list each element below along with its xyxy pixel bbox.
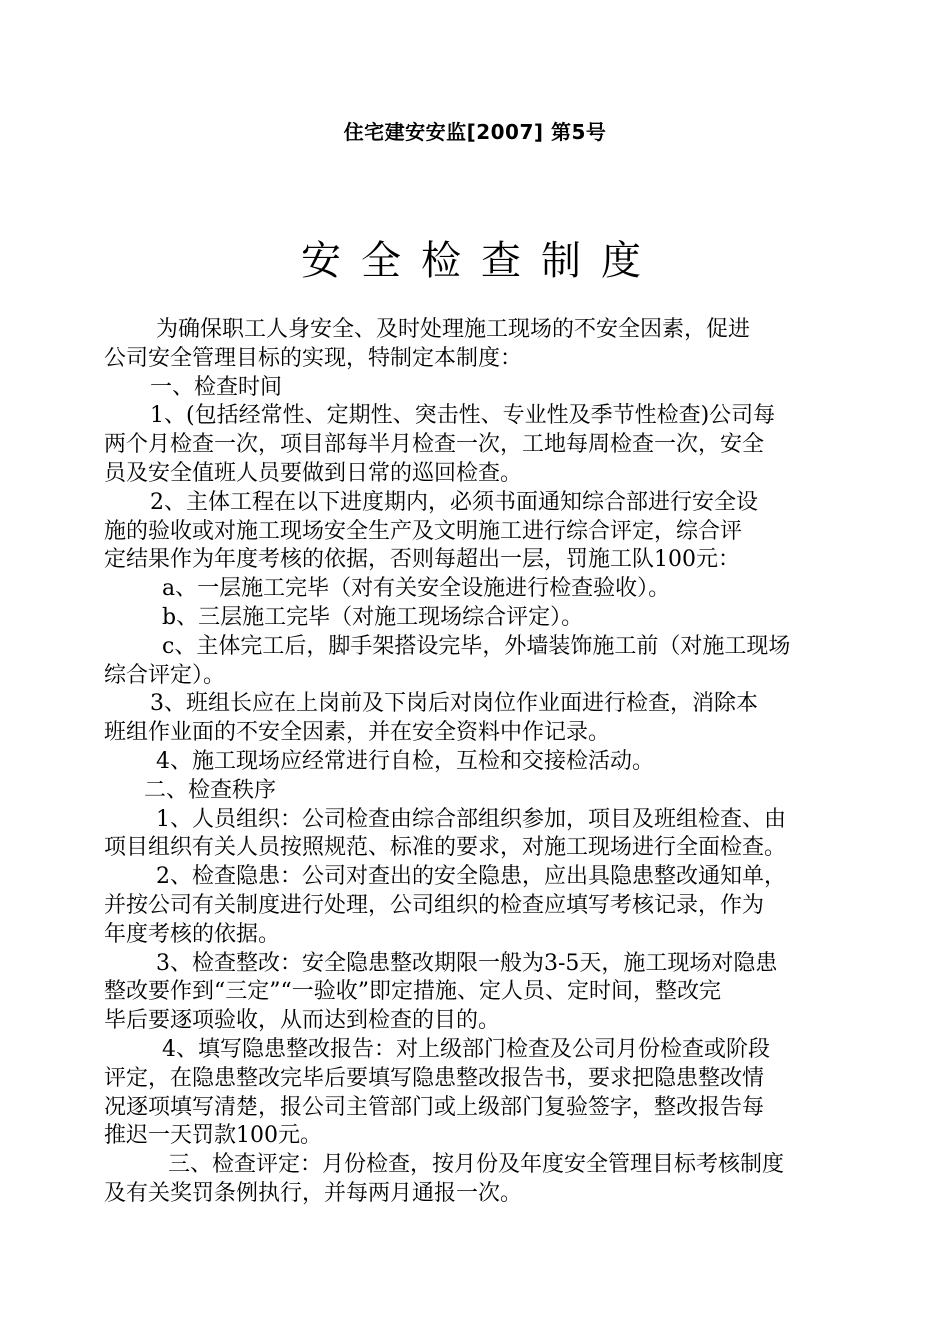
text-line: 为确保职工人身安全、及时处理施工现场的不安全因素，促进 [156, 317, 751, 342]
text-line: 1、(包括经常性、定期性、突击性、专业性及季节性检查)公司每 [150, 403, 776, 429]
text-line: 并按公司有关制度进行处理，公司组织的检查应填写考核记录，作为 [104, 892, 765, 918]
document-number: 住宅建安安监[2007] 第5号 [343, 120, 607, 144]
text-line: 况逐项填写清楚，报公司主管部门或上级部门复验签字，整改报告每 [104, 1094, 765, 1120]
text-line: 项目组织有关人员按照规范、标准的要求，对施工现场进行全面检查。 [104, 835, 787, 861]
text-line: 两个月检查一次，项目部每半月检查一次，工地每周检查一次，安全 [104, 432, 765, 458]
text-line: a、一层施工完毕（对有关安全设施进行检查验收）。 [162, 576, 671, 602]
text-line: 2、主体工程在以下进度期内，必须书面通知综合部进行安全设 [150, 489, 758, 515]
text-line: 三、检查评定：月份检查，按月份及年度安全管理目标考核制度 [168, 1152, 785, 1178]
text-line: 公司安全管理目标的实现，特制定本制度： [104, 345, 523, 371]
document-body [104, 316, 856, 1209]
text-line: 1、人员组织：公司检查由综合部组织参加，项目及班组检查、由 [156, 806, 786, 832]
text-line: c、主体完工后，脚手架搭设完毕，外墙装饰施工前（对施工现场 [162, 633, 791, 659]
text-line: 一、检查时间 [150, 374, 283, 400]
text-line: 毕后要逐项验收，从而达到检查的目的。 [104, 1008, 501, 1034]
text-line: 4、施工现场应经常进行自检，互检和交接检活动。 [156, 748, 654, 774]
text-line: 班组作业面的不安全因素，并在安全资料中作记录。 [104, 720, 611, 746]
text-line: 3、班组长应在上岗前及下岗后对岗位作业面进行检查，消除本 [150, 691, 758, 717]
text-line: 及有关奖罚条例执行，并每两月通报一次。 [104, 1180, 523, 1206]
text-line: 推迟一天罚款100元。 [104, 1123, 322, 1149]
text-line: b、三层施工完毕（对施工现场综合评定）。 [162, 604, 584, 630]
text-line: 2、检查隐患：公司对查出的安全隐患，应出具隐患整改通知单， [156, 864, 786, 890]
text-line: 整改要作到“三定”“一验收”即定措施、定人员、定时间，整改完 [104, 979, 721, 1005]
text-line: 定结果作为年度考核的依据，否则每超出一层，罚施工队100元： [104, 547, 740, 573]
text-line: 施的验收或对施工现场安全生产及文明施工进行综合评定，综合评 [104, 518, 743, 544]
text-line: 3、检查整改：安全隐患整改期限一般为3-5天，施工现场对隐患 [156, 950, 778, 976]
text-line: 评定，在隐患整改完毕后要填写隐患整改报告书，要求把隐患整改情 [104, 1065, 765, 1091]
document-title: 安全检查制度 [301, 238, 661, 284]
text-line: 二、检查秩序 [144, 777, 277, 803]
text-line: 4、填写隐患整改报告：对上级部门检查及公司月份检查或阶段 [162, 1036, 770, 1062]
text-line: 综合评定）。 [104, 662, 226, 688]
text-line: 年度考核的依据。 [104, 921, 281, 947]
text-line: 员及安全值班人员要做到日常的巡回检查。 [104, 460, 523, 486]
